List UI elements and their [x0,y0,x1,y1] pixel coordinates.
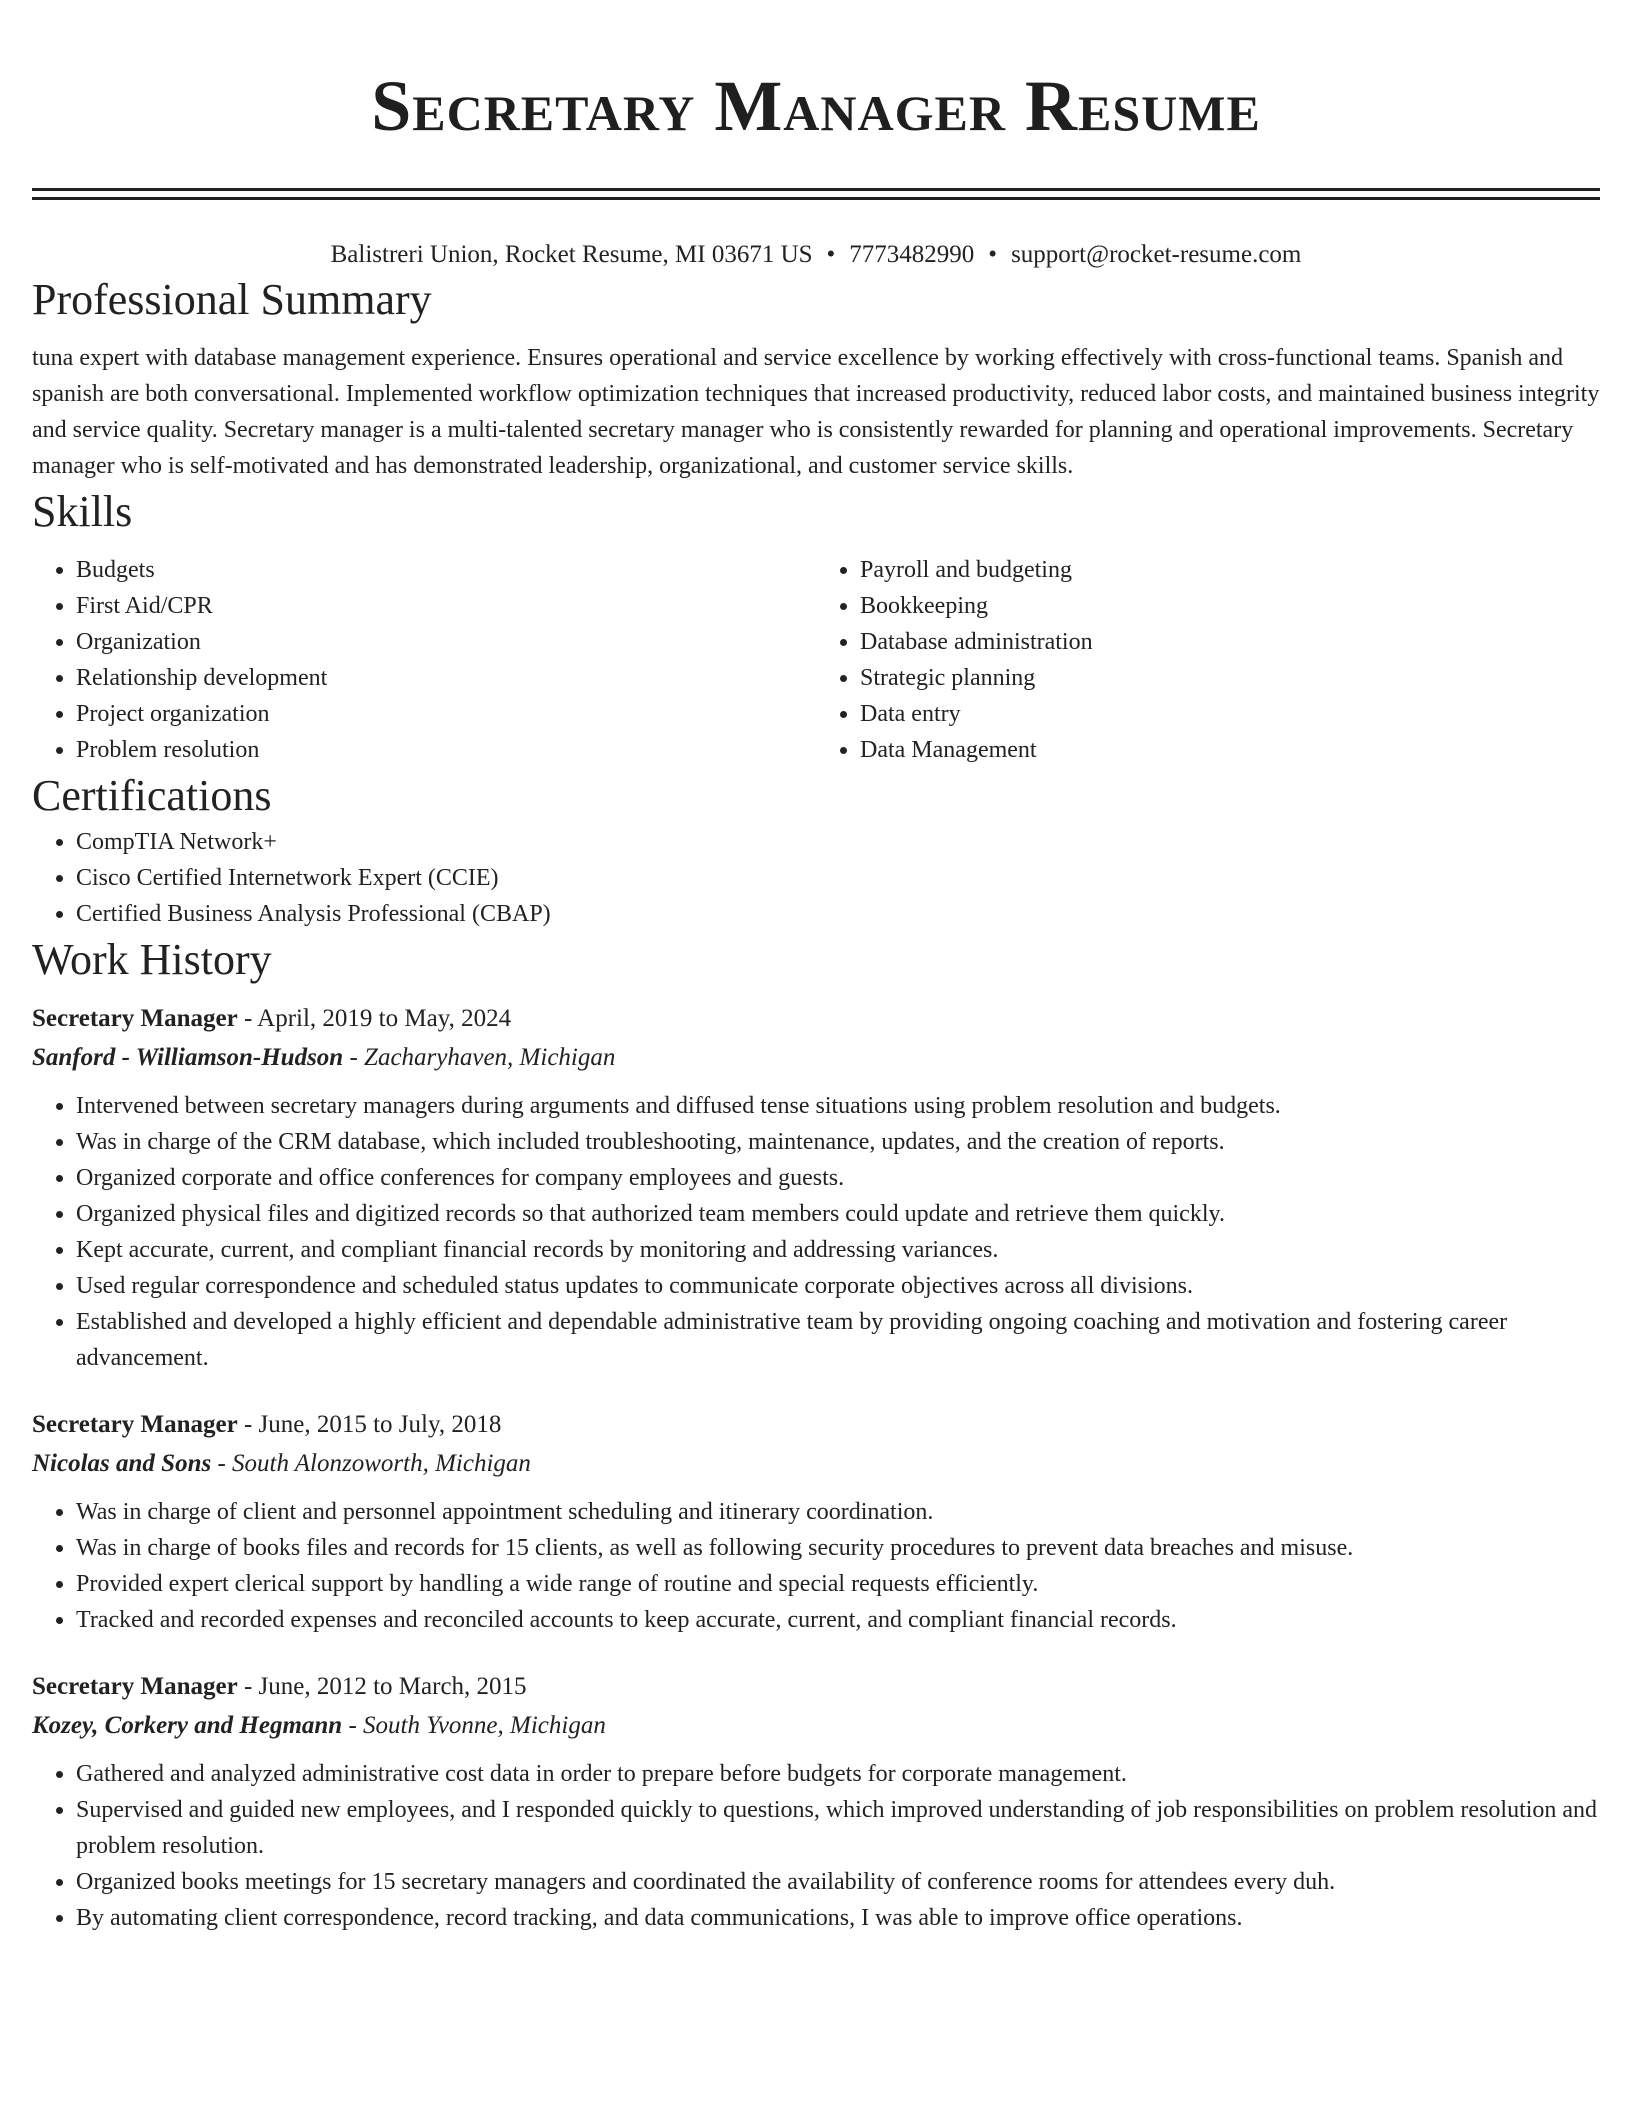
skill-item: • Relationship development [76,660,816,696]
contact-line [32,238,1600,272]
job-title-line [32,1668,1600,1706]
job-dates: - June, 2012 to March, 2015 [237,1673,527,1700]
certification-item: • Cisco Certified Internetwork Expert (CCIE) [76,860,1600,896]
certification-item: • Certified Business Analysis Professional (CBAP) [76,896,1600,932]
certifications-heading: Certifications [32,771,272,820]
summary-text: tuna expert with database management experience. Ensures operational and service excellence by working effectively with cross-functional teams. Spanish and spanish are both conversational. Implemented workflow optimization techniques that increased productivity, reduced labor costs, and maintained business integrity and service quality. Secretary manager is a multi-talented secretary manager who is consistently rewarded for planning and operational improvements. Secretary manager who is self-motivated and has demonstrated leadership, organizational, and customer service skills. [32,345,1600,479]
job-bullet: • Was in charge of client and personnel appointment scheduling and itinerary coordination. [76,1494,1600,1530]
job-title: Secretary Manager [32,1411,238,1438]
job-bullet: • Used regular correspondence and scheduled status updates to communicate corporate objectives across all divisions. [76,1268,1600,1304]
job-bullet: • Organized corporate and office conferences for company employees and guests. [76,1160,1600,1196]
skill-item: • Bookkeeping [860,588,1600,624]
job-bullets [32,1494,1600,1638]
skills-list [32,552,1600,768]
job-dates: - June, 2015 to July, 2018 [237,1411,502,1438]
skills-column-right [816,552,1600,768]
skills-heading: Skills [32,487,133,536]
resume-title: Secretary Manager Resume [371,66,1261,146]
skills-column-left [32,552,816,768]
job-title: Secretary Manager [32,1005,238,1032]
contact-email: support@rocket-resume.com [1011,241,1302,268]
job-bullet: • Gathered and analyzed administrative cost data in order to prepare before budgets for corporate management. [76,1756,1600,1792]
contact-separator: • [826,241,836,268]
job-entry [32,1000,1600,1376]
job-company: Nicolas and Sons [32,1450,212,1477]
job-company-line [32,1038,1600,1078]
contact-phone: 7773482990 [849,241,975,268]
job-company-line [32,1444,1600,1484]
job-bullets [32,1756,1600,1936]
job-company: Kozey, Corkery and Hegmann [32,1712,343,1739]
job-title-line [32,1406,1600,1444]
job-entry [32,1668,1600,1936]
contact-address: Balistreri Union, Rocket Resume, MI 03671 US [330,241,813,268]
job-location: - South Alonzoworth, Michigan [211,1450,531,1477]
job-bullet: • Was in charge of books files and records for 15 clients, as well as following security procedures to prevent data breaches and misuse. [76,1530,1600,1566]
skill-item: • Strategic planning [860,660,1600,696]
certification-item: • CompTIA Network+ [76,824,1600,860]
skill-item: • Problem resolution [76,732,816,768]
summary-heading: Professional Summary [32,275,432,324]
skill-item: • Database administration [860,624,1600,660]
job-company: Sanford - Williamson-Hudson [32,1044,344,1071]
job-bullet: • Was in charge of the CRM database, which included troubleshooting, maintenance, updates, and the creation of reports. [76,1124,1600,1160]
job-entry [32,1406,1600,1638]
resume-page [32,0,1600,1936]
job-bullet: • Supervised and guided new employees, and I responded quickly to questions, which improved understanding of job responsibilities on problem resolution and problem resolution. [76,1792,1600,1864]
job-title-line [32,1000,1600,1038]
job-dates: - April, 2019 to May, 2024 [237,1005,512,1032]
job-bullet: • Organized physical files and digitized records so that authorized team members could update and retrieve them quickly. [76,1196,1600,1232]
job-bullet: • Provided expert clerical support by handling a wide range of routine and special requests efficiently. [76,1566,1600,1602]
skill-item: • Data entry [860,696,1600,732]
work-history-heading: Work History [32,935,272,984]
job-bullet: • Tracked and recorded expenses and reconciled accounts to keep accurate, current, and compliant financial records. [76,1602,1600,1638]
job-bullet: • Established and developed a highly efficient and dependable administrative team by providing ongoing coaching and motivation and fostering career advancement. [76,1304,1600,1376]
skill-item: • Data Management [860,732,1600,768]
skill-item: • Project organization [76,696,816,732]
job-company-line [32,1706,1600,1746]
job-bullet: • Intervened between secretary managers during arguments and diffused tense situations using problem resolution and budgets. [76,1088,1600,1124]
skill-item: • Budgets [76,552,816,588]
job-title: Secretary Manager [32,1673,238,1700]
job-bullet: • Organized books meetings for 15 secretary managers and coordinated the availability of conference rooms for attendees every duh. [76,1864,1600,1900]
contact-separator: • [988,241,998,268]
job-bullets [32,1088,1600,1376]
skill-item: • Payroll and budgeting [860,552,1600,588]
skill-item: • First Aid/CPR [76,588,816,624]
certifications-list [32,824,1600,932]
skill-item: • Organization [76,624,816,660]
job-location: - Zacharyhaven, Michigan [343,1044,616,1071]
job-bullet: • By automating client correspondence, record tracking, and data communications, I was able to improve office operations. [76,1900,1600,1936]
title-divider [32,188,1600,200]
job-location: - South Yvonne, Michigan [342,1712,606,1739]
job-bullet: • Kept accurate, current, and compliant financial records by monitoring and addressing variances. [76,1232,1600,1268]
